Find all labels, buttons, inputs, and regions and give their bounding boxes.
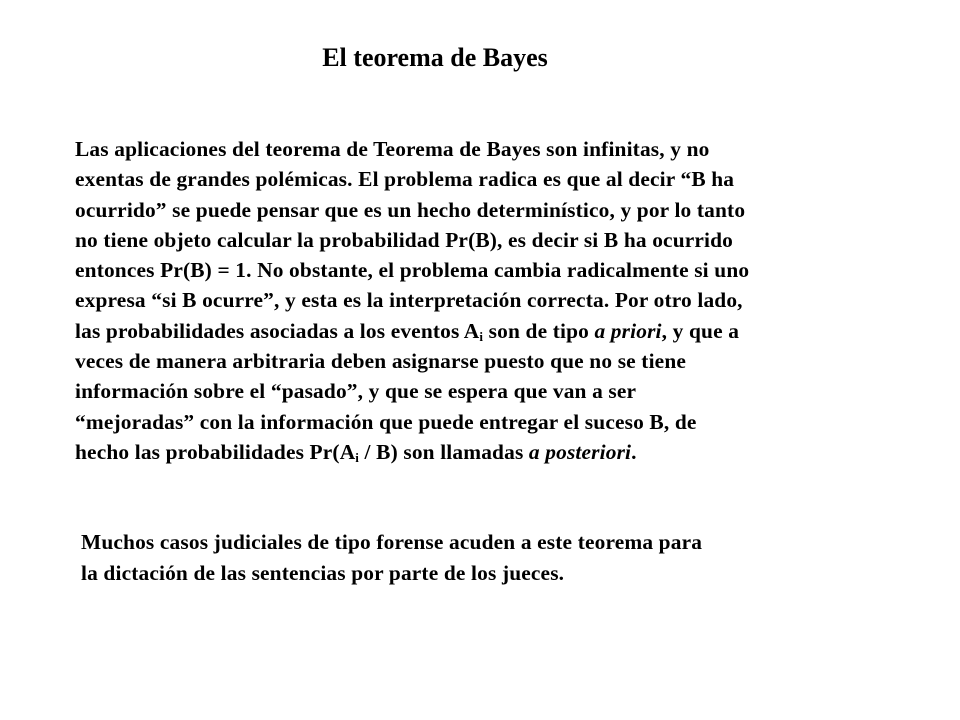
slide-title: El teorema de Bayes <box>322 43 548 72</box>
text-line: ocurrido” se puede pensar que es un hecho determinístico, y por lo tanto <box>75 197 746 222</box>
text-line: exentas de grandes polémicas. El problema radica es que al decir “B ha <box>75 167 735 192</box>
text-line: Muchos casos judiciales de tipo forense acuden a este teorema para <box>81 530 703 554</box>
text-segment: . <box>631 439 637 464</box>
text-line: la dictación de las sentencias por parte de los jueces. <box>81 561 565 585</box>
paragraph-bayes-applications <box>75 134 915 467</box>
text-line: información sobre el “pasado”, y que se espera que van a ser <box>75 379 637 404</box>
text-segment: hecho las probabilidades Pr(A <box>75 439 356 464</box>
italic-term-a-priori: a priori <box>594 318 662 343</box>
text-segment: son de tipo <box>483 318 595 343</box>
text-line: veces de manera arbitraria deben asignarse puesto que no se tiene <box>75 349 687 374</box>
italic-term-a-posteriori: a posteriori <box>528 439 632 464</box>
subscript-i: i <box>355 449 360 465</box>
text-line: no tiene objeto calcular la probabilidad Pr(B), es decir si B ha ocurrido <box>75 227 734 252</box>
text-segment: las probabilidades asociadas a los eventos A <box>75 318 480 343</box>
text-line: “mejoradas” con la información que puede entregar el suceso B, de <box>75 409 697 434</box>
text-segment: , y que a <box>661 318 740 343</box>
text-line: entonces Pr(B) = 1. No obstante, el problema cambia radicalmente si uno <box>75 258 750 283</box>
text-segment: / B) son llamadas <box>359 439 529 464</box>
paragraph-judicial-cases <box>81 527 921 589</box>
text-line <box>75 316 915 346</box>
text-line: Las aplicaciones del teorema de Teorema de Bayes son infinitas, y no <box>75 137 710 161</box>
subscript-i: i <box>479 328 484 344</box>
text-line <box>75 437 915 467</box>
text-line: expresa “si B ocurre”, y esta es la interpretación correcta. Por otro lado, <box>75 288 743 313</box>
